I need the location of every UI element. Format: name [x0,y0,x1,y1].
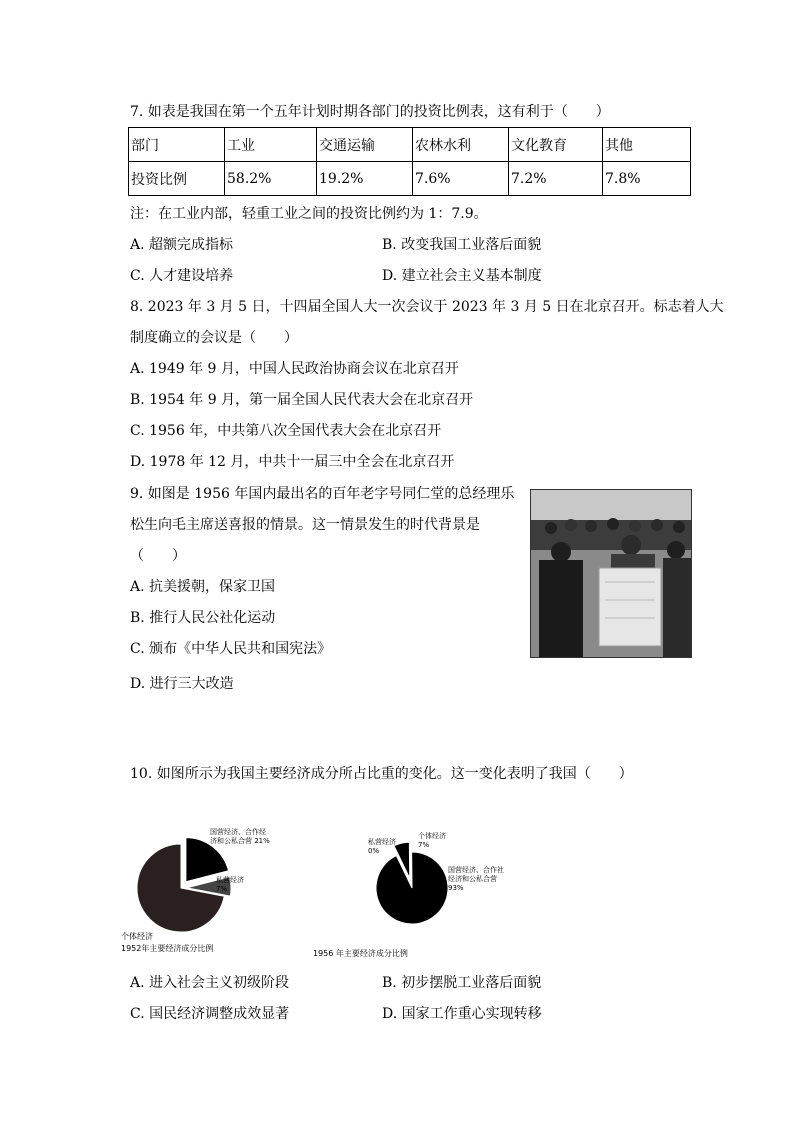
q8-option-a[interactable]: A. 1949 年 9 月，中国人民政治协商会议在北京召开 [130,361,459,377]
pie-1952-label-private: 私营经济 7% [216,876,244,893]
q9-option-b[interactable]: B. 推行人民公社化运动 [130,610,276,626]
table-row [129,162,691,196]
q10-option-a[interactable]: A. 进入社会主义初级阶段 [130,975,290,991]
q9-stem-paren: （ ） [130,548,186,564]
table-cell: 其他 [603,128,691,162]
table-cell: 工业 [225,128,317,162]
investment-table [128,127,691,196]
q7-option-d[interactable]: D. 建立社会主义基本制度 [382,268,542,284]
q7-stem: 7. 如表是我国在第一个五年计划时期各部门的投资比例表，这有利于（ ） [130,104,610,120]
q10-stem: 10. 如图所示为我国主要经济成分所占比重的变化。这一变化表明了我国（ ） [130,766,633,782]
q9-stem: 9. 如图是 1956 年国内最出名的百年老字号同仁堂的总经理乐 [130,486,515,502]
pie-1952-title: 1952年主要经济成分比例 [121,944,214,953]
table-cell: 19.2% [317,162,413,196]
table-header-row [129,128,691,162]
historical-photo [530,489,692,658]
q9-option-c[interactable]: C. 颁布《中华人民共和国宪法》 [130,641,332,657]
q7-note: 注：在工业内部，轻重工业之间的投资比例约为 1：7.9。 [130,206,488,222]
table-cell: 文化教育 [509,128,603,162]
q8-option-c[interactable]: C. 1956 年，中共第八次全国代表大会在北京召开 [130,423,442,439]
q7-option-b[interactable]: B. 改变我国工业落后面貌 [382,237,542,253]
q9-option-d[interactable]: D. 进行三大改造 [130,676,234,692]
q10-option-c[interactable]: C. 国民经济调整成效显著 [130,1006,290,1022]
q10-option-d[interactable]: D. 国家工作重心实现转移 [382,1006,542,1022]
q9-stem-cont: 松生向毛主席送喜报的情景。这一情景发生的时代背景是 [130,517,480,533]
table-cell: 7.2% [509,162,603,196]
pie-1956-label-private: 私营经济 0% [368,838,396,855]
q10-option-b[interactable]: B. 初步摆脱工业落后面貌 [382,975,542,991]
pie-1956-label-state: 国营经济、合作社经济和公私合营 93% [448,866,504,892]
q8-option-b[interactable]: B. 1954 年 9 月，第一届全国人民代表大会在北京召开 [130,392,474,408]
q9-option-a[interactable]: A. 抗美援朝，保家卫国 [130,579,276,595]
table-cell: 58.2% [225,162,317,196]
photo-illustration [531,490,691,657]
pie-1956-title: 1956 年主要经济成分比例 [313,949,408,958]
q8-stem-cont: 制度确立的会议是（ ） [130,330,298,346]
q7-option-c[interactable]: C. 人才建设培养 [130,268,234,284]
table-cell: 交通运输 [317,128,413,162]
table-cell: 7.6% [413,162,509,196]
table-cell: 部门 [129,128,225,162]
pie-1952-label-individual: 个体经济 [121,932,153,941]
q8-option-d[interactable]: D. 1978 年 12 月，中共十一届三中全会在北京召开 [130,454,455,470]
pie-1956-label-individual: 个体经济 7% [418,832,446,849]
table-cell: 农林水利 [413,128,509,162]
table-cell: 7.8% [603,162,691,196]
q8-stem: 8. 2023 年 3 月 5 日，十四届全国人大一次会议于 2023 年 3 月 5 日在北京召开。标志着人大 [130,299,724,315]
q7-option-a[interactable]: A. 超额完成指标 [130,237,234,253]
pie-1952-label-state: 国营经济、合作经济和公私合营 21% [210,828,270,845]
pie-slice-2 [376,852,448,924]
table-cell: 投资比例 [129,162,225,196]
